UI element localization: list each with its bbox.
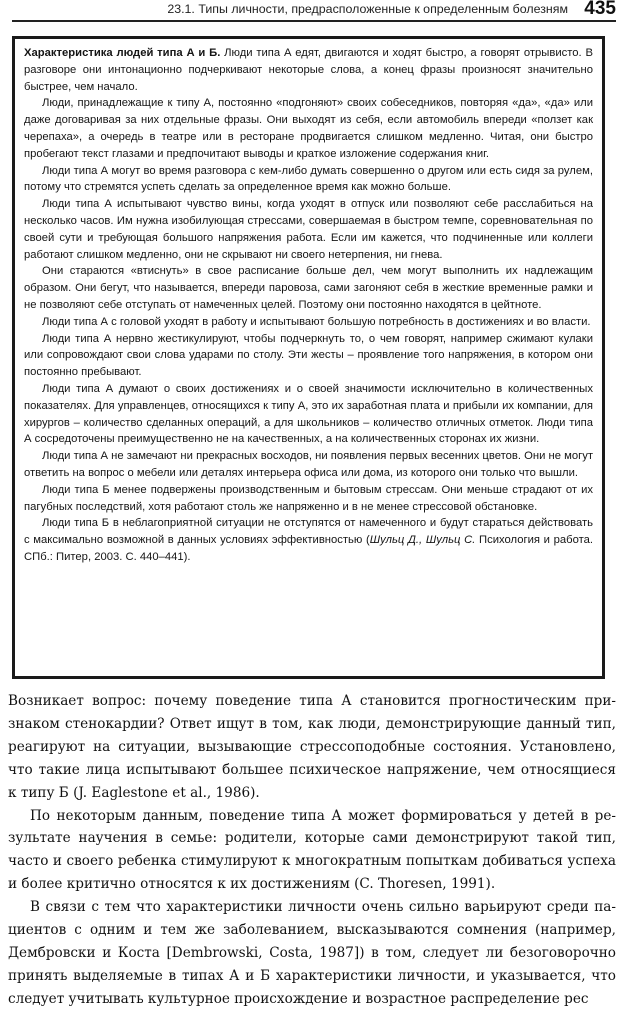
box-heading: Характеристика людей типа А и Б.	[24, 47, 221, 59]
body-paragraph: Возникает вопрос: почему поведение типа А становится прогностическим признаком стенокардии? Ответ ищут в том, как люди, демонстрирующие данный тип, реагируют на ситуации, вызывающие стрессоподобные состояния. Установлено, что такие лица испытывают большее психическое напряжение, чем относящиеся к типу Б (J. Eaglestone et al., 1986).	[8, 693, 616, 801]
box-lead-paragraph	[24, 45, 593, 95]
box-paragraph: Люди типа А могут во время разговора с кем-либо думать совершенно о другом или есть сидя за рулем, потому что стремятся успеть сделать за определенное время как можно больше.	[24, 164, 593, 194]
running-header-title: 23.1. Типы личности, предрасположенные к определенным болезням	[167, 2, 568, 16]
box-lead-text: Люди типа А едят, двигаются и ходят быстро, а говорят отрывисто. В разговоре они интонационно подчеркивают некоторые слова, а конец фразы произносят значительно быстрее, чем начало.	[24, 47, 593, 93]
box-last-text: Люди типа Б в неблагоприятной ситуации не отступятся от намеченного и будут стараться действовать с максимально возможной в данных условиях эффективностью (	[24, 517, 593, 547]
box-paragraph: Люди типа А нервно жестикулируют, чтобы подчеркнуть то, о чем говорят, например сжимают кулаки или сопровождают свои слова ударами по столу. Эти жесты – проявление того напряжения, в котором они постоянно пребывают.	[24, 332, 593, 379]
citation-authors: Шульц Д., Шульц С.	[369, 534, 476, 547]
box-paragraph: Люди типа А испытывают чувство вины, когда уходят в отпуск или позволяют себе расслабиться на несколько часов. Им нужна изобилующая стрессами, совершаемая в быстром темпе, соревновательная по своей сути и требующая большого напряжения работа. Если им кажется, что подчиненные или коллеги работают слишком медленно, они не скрывают ни своего нетерпения, ни гнева.	[24, 198, 593, 261]
box-last-paragraph	[24, 515, 593, 565]
box-paragraph: Люди типа А не замечают ни прекрасных восходов, ни появления первых весенних цветов. Они не могут ответить на вопрос о мебели или деталях интерьера офиса или дома, из которого они только что вышли.	[24, 450, 593, 479]
type-a-b-characteristics-box	[12, 36, 605, 679]
box-paragraph: Они стараются «втиснуть» в свое расписание больше дел, чем могут выполнить их надлежащим образом. Они бегут, что называется, впереди паровоза, сами загоняют себя в жесткие временные рамки и не позволяют себе отступать от намеченных целей. Поэтому они постоянно находятся в цейтноте.	[24, 265, 593, 311]
page-header	[0, 0, 620, 20]
header-rule	[12, 20, 616, 22]
box-paragraph: Люди типа А с головой уходят в работу и испытывают большую потребность в достижениях и во власти.	[42, 315, 591, 328]
box-paragraph: Люди типа А думают о своих достижениях и о своей значимости исключительно в количественных показателях. Для управленцев, относящихся к типу А, это их заработная плата и прибыли их компании, для хирургов – количество сделанных операций, а для школьников – количество отличных отметок. Люди типа А сосредоточены преимущественно не на качественных, а на количественных сторонах их жизни.	[24, 382, 593, 446]
citation-source: Психология и работа. СПб.: Питер, 2003. С. 440–441).	[24, 534, 593, 563]
box-paragraph: Люди, принадлежащие к типу А, постоянно «подгоняют» своих собеседников, повторяя «да», «да» или даже договаривая за них отдельные фразы. Они выходят из себя, если автомобиль впереди «ползет как черепаха», а очередь в театре или в ресторане продвигается слишком медленно. Читая, они быстро пробегают текст глазами и предпочитают выводы и краткое изложение содержания книг.	[24, 97, 593, 160]
body-paragraph: В связи с тем что характеристики личности очень сильно варьируют среди пациентов с одним и тем же заболеванием, высказываются сомнения (например, Дембровски и Коста [Dembrowski, Costa, 1987]) в том, следует ли безоговорочно принять выделяемые в типах А и Б характеристики личности, и указывается, что следует учитывать культурное происхождение и возрастное распределение рес	[8, 899, 616, 1007]
page-number: 435	[584, 0, 616, 19]
body-paragraph: По некоторым данным, поведение типа А может формироваться у детей в результате научения в семье: родители, которые сами демонстрируют такой тип, часто и своего ребенка стимулируют к многократным попыткам добиваться успеха и более критично относятся к их достижениям (C. Thoresen, 1991).	[8, 807, 616, 893]
box-paragraph: Люди типа Б менее подвержены производственным и бытовым стрессам. Они меньше страдают от их пагубных последствий, хотя работают столь же напряженно и в не менее стрессовой обстановке.	[24, 483, 593, 513]
main-text	[8, 690, 616, 1011]
